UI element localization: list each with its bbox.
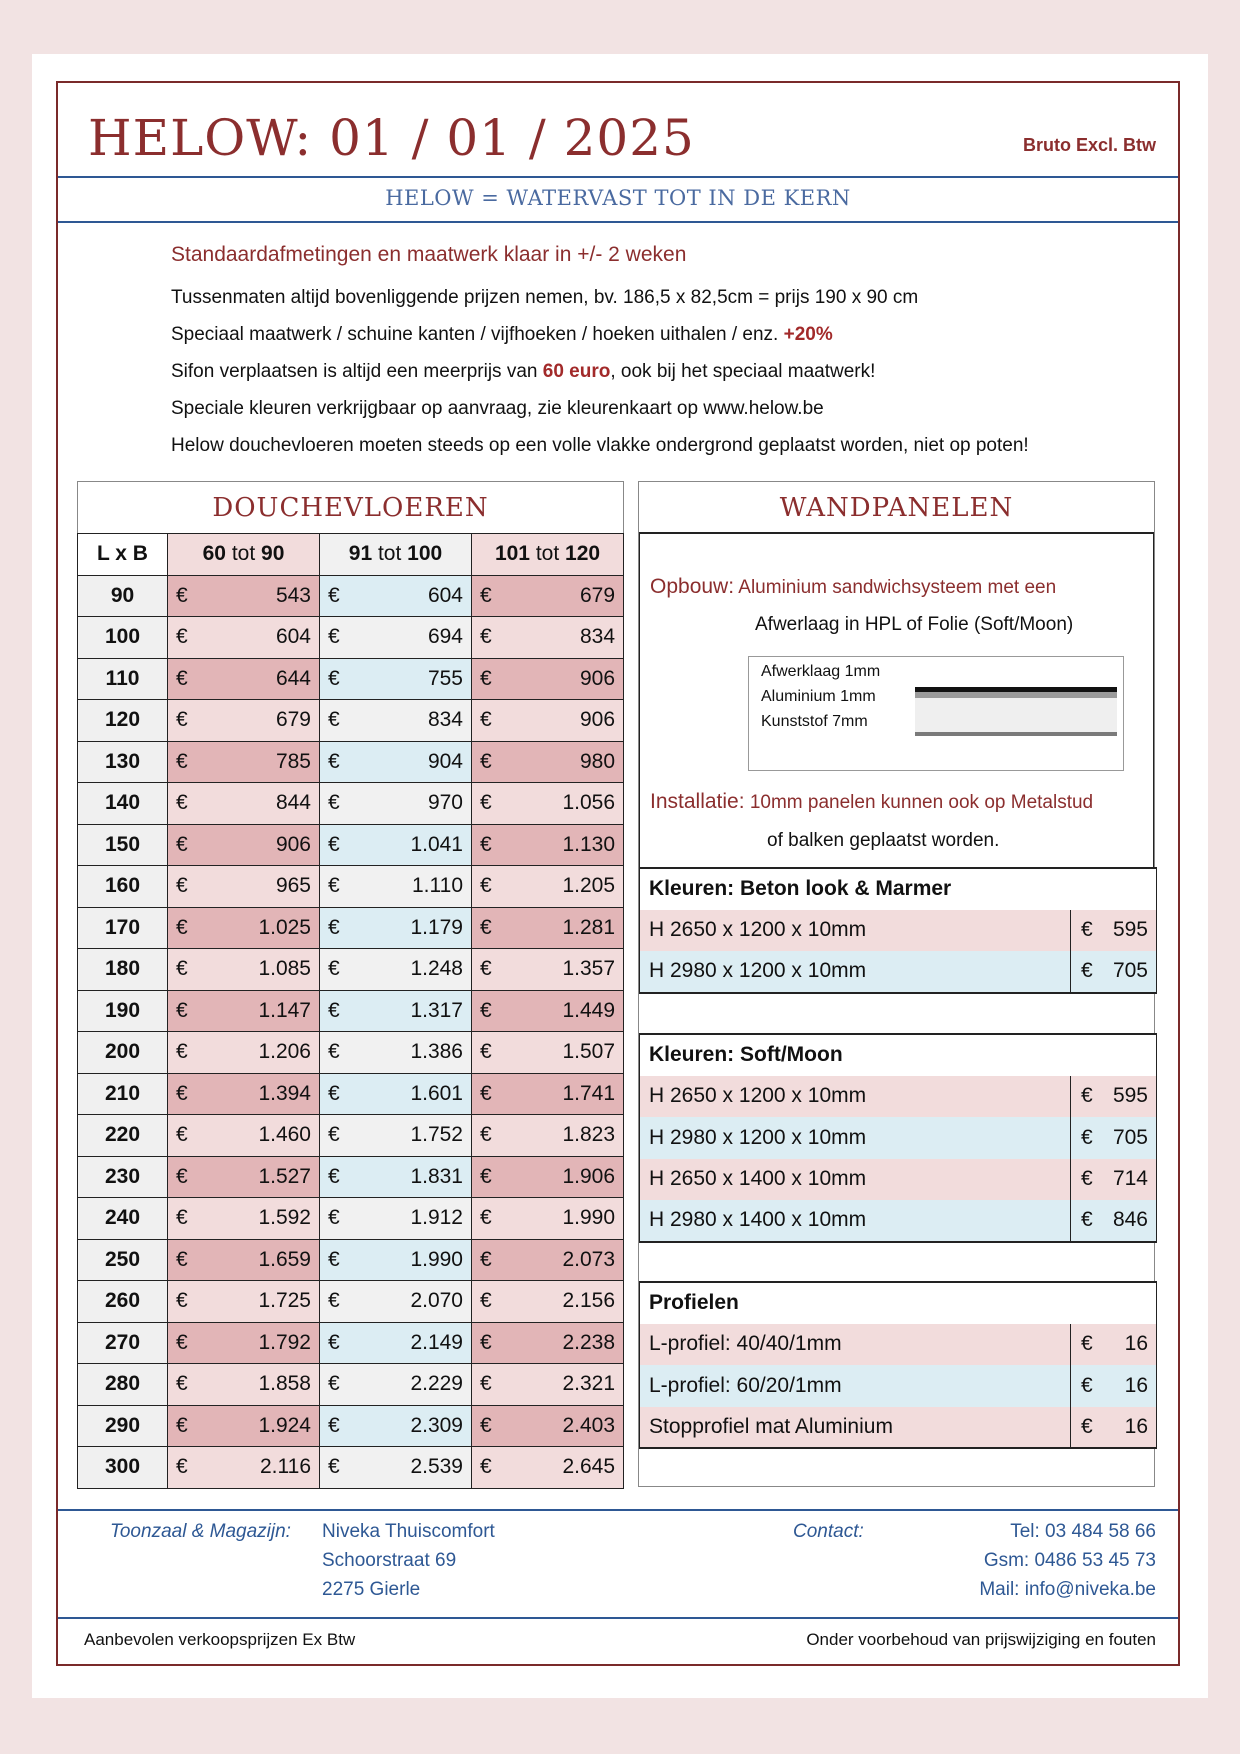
price-cell: € 543: [168, 575, 320, 617]
toonzaal-label: Toonzaal & Magazijn:: [110, 1521, 291, 1542]
price-cell: € 1.527: [168, 1156, 320, 1198]
layer-label-afwerklaag: Afwerklaag 1mm: [761, 663, 881, 680]
page-subtitle: HELOW = WATERVAST TOT IN DE KERN: [385, 186, 851, 210]
table-row: [78, 1405, 624, 1447]
price-cell: € 2.073: [472, 1239, 624, 1281]
table-row: [78, 1322, 624, 1364]
price-row: H 2650 x 1400 x 10mm € 714: [640, 1159, 1157, 1201]
layer-bar-kunststof: [915, 698, 1117, 732]
col-header-lxb: L x B: [78, 534, 168, 576]
price-cell: € 2.229: [320, 1364, 472, 1406]
size-label: 240: [78, 1198, 168, 1240]
douchevloeren-title: DOUCHEVLOEREN: [78, 482, 624, 534]
price-row: H 2980 x 1200 x 10mm € 705: [640, 1117, 1157, 1159]
price-cell: € 1.056: [472, 783, 624, 825]
price-cell: € 1.601: [320, 1073, 472, 1115]
price-cell: € 1.823: [472, 1115, 624, 1157]
price-cell: € 2.403: [472, 1405, 624, 1447]
price-cell: € 1.990: [320, 1239, 472, 1281]
price-cell: € 904: [320, 741, 472, 783]
table-row: [78, 1447, 624, 1489]
price-row: H 2980 x 1200 x 10mm € 705: [640, 951, 1157, 993]
price-cell: € 1.592: [168, 1198, 320, 1240]
col-header-60-90: 60 tot 90: [168, 534, 320, 576]
layer-label-kunststof: Kunststof 7mm: [761, 713, 868, 730]
price-cell: € 1.130: [472, 824, 624, 866]
table-row: [78, 866, 624, 908]
bottom-left-note: Aanbevolen verkoopsprijzen Ex Btw: [84, 1630, 356, 1649]
table-row: [78, 1198, 624, 1240]
price-cell: € 1.205: [472, 866, 624, 908]
price-cell: € 2.238: [472, 1322, 624, 1364]
size-label: 150: [78, 824, 168, 866]
size-label: 170: [78, 907, 168, 949]
table-row: [78, 1281, 624, 1323]
size-label: 290: [78, 1405, 168, 1447]
note-line-4: Speciale kleuren verkrijgbaar op aanvraag, zie kleurenkaart op www.helow.be: [171, 398, 824, 419]
price-cell: € 844: [168, 783, 320, 825]
price-cell: € 604: [320, 575, 472, 617]
price-cell: € 1.912: [320, 1198, 472, 1240]
size-label: 280: [78, 1364, 168, 1406]
beton-title: Kleuren: Beton look & Marmer: [640, 868, 1157, 910]
price-row: H 2650 x 1200 x 10mm € 595: [640, 1076, 1157, 1118]
table-row: [78, 617, 624, 659]
price-cell: € 1.792: [168, 1322, 320, 1364]
price-cell: € 755: [320, 658, 472, 700]
price-cell: € 834: [472, 617, 624, 659]
price-cell: € 2.149: [320, 1322, 472, 1364]
street: Schoorstraat 69: [322, 1550, 457, 1571]
price-cell: € 2.070: [320, 1281, 472, 1323]
price-cell: € 785: [168, 741, 320, 783]
size-label: 120: [78, 700, 168, 742]
table-row: [78, 1364, 624, 1406]
price-cell: € 1.858: [168, 1364, 320, 1406]
table-row: [78, 783, 624, 825]
tel: Tel: 03 484 58 66: [1010, 1521, 1156, 1542]
size-label: 300: [78, 1447, 168, 1489]
layer-bar-bottom: [915, 732, 1117, 736]
divider-top: [58, 176, 1178, 178]
price-cell: € 1.831: [320, 1156, 472, 1198]
notes-heading: Standaardafmetingen en maatwerk klaar in +/- 2 weken: [171, 243, 687, 266]
price-cell: € 834: [320, 700, 472, 742]
price-row: Stopprofiel mat Aluminium € 16: [640, 1407, 1157, 1449]
price-cell: € 1.752: [320, 1115, 472, 1157]
profielen-title: Profielen: [640, 1282, 1157, 1324]
address-block: [322, 1517, 495, 1604]
douchevloeren-table: [77, 481, 624, 1489]
price-list-frame: [56, 81, 1180, 1666]
price-cell: € 1.990: [472, 1198, 624, 1240]
opbouw-box: [639, 534, 1154, 867]
price-cell: € 906: [472, 700, 624, 742]
price-cell: € 694: [320, 617, 472, 659]
opbouw-text: Opbouw: Aluminium sandwichsysteem met een: [650, 575, 1057, 598]
price-cell: € 2.309: [320, 1405, 472, 1447]
price-row: L-profiel: 60/20/1mm € 16: [640, 1365, 1157, 1407]
size-label: 110: [78, 658, 168, 700]
size-label: 200: [78, 1032, 168, 1074]
price-cell: € 2.116: [168, 1447, 320, 1489]
price-cell: € 2.156: [472, 1281, 624, 1323]
price-cell: € 679: [472, 575, 624, 617]
price-cell: € 644: [168, 658, 320, 700]
price-cell: € 679: [168, 700, 320, 742]
note-line-1: Tussenmaten altijd bovenliggende prijzen nemen, bv. 186,5 x 82,5cm = prijs 190 x 90 cm: [171, 287, 919, 308]
table-row: [78, 700, 624, 742]
table-row: [78, 658, 624, 700]
size-label: 130: [78, 741, 168, 783]
table-row: [78, 907, 624, 949]
price-cell: € 1.041: [320, 824, 472, 866]
price-cell: € 980: [472, 741, 624, 783]
price-cell: € 1.281: [472, 907, 624, 949]
note-highlight-60: 60 euro: [542, 361, 611, 382]
price-cell: € 970: [320, 783, 472, 825]
table-row: [78, 949, 624, 991]
table-row: [78, 824, 624, 866]
price-row: L-profiel: 40/40/1mm € 16: [640, 1324, 1157, 1366]
price-row: H 2650 x 1200 x 10mm € 595: [640, 910, 1157, 952]
size-label: 230: [78, 1156, 168, 1198]
size-label: 140: [78, 783, 168, 825]
price-cell: € 1.725: [168, 1281, 320, 1323]
price-cell: € 1.357: [472, 949, 624, 991]
size-label: 190: [78, 990, 168, 1032]
layer-label-aluminium: Aluminium 1mm: [761, 688, 876, 705]
price-cell: € 1.206: [168, 1032, 320, 1074]
price-cell: € 1.449: [472, 990, 624, 1032]
price-cell: € 906: [472, 658, 624, 700]
price-cell: € 2.539: [320, 1447, 472, 1489]
size-label: 160: [78, 866, 168, 908]
size-label: 180: [78, 949, 168, 991]
company-name: Niveka Thuiscomfort: [322, 1521, 495, 1542]
notes-block: [171, 243, 1171, 464]
city: 2275 Gierle: [322, 1579, 421, 1600]
size-label: 260: [78, 1281, 168, 1323]
afwerlaag-text: Afwerlaag in HPL of Folie (Soft/Moon): [755, 614, 1074, 635]
size-label: 100: [78, 617, 168, 659]
price-cell: € 1.317: [320, 990, 472, 1032]
price-cell: € 906: [168, 824, 320, 866]
table-row: [78, 1156, 624, 1198]
price-row: H 2980 x 1400 x 10mm € 846: [640, 1200, 1157, 1242]
table-row: [78, 575, 624, 617]
bottom-right-note: Onder voorbehoud van prijswijziging en fouten: [806, 1630, 1156, 1649]
size-label: 250: [78, 1239, 168, 1281]
installatie-text: Installatie: 10mm panelen kunnen ook op Metalstud: [650, 790, 1094, 813]
col-header-91-100: 91 tot 100: [320, 534, 472, 576]
bruto-label: Bruto Excl. Btw: [1022, 135, 1156, 155]
note-highlight-20: +20%: [783, 324, 833, 345]
table-row: [78, 1032, 624, 1074]
price-cell: € 1.659: [168, 1239, 320, 1281]
table-row: [78, 1073, 624, 1115]
mail-link[interactable]: Mail: info@niveka.be: [979, 1579, 1156, 1600]
size-label: 220: [78, 1115, 168, 1157]
soft-moon-table: [639, 1033, 1157, 1243]
price-cell: € 1.507: [472, 1032, 624, 1074]
table-row: [78, 990, 624, 1032]
price-cell: € 1.085: [168, 949, 320, 991]
price-cell: € 604: [168, 617, 320, 659]
size-label: 90: [78, 575, 168, 617]
table-row: [78, 741, 624, 783]
wandpanelen-title: WANDPANELEN: [639, 482, 1154, 534]
divider-bottom: [58, 1617, 1178, 1619]
table-row: [78, 1239, 624, 1281]
note-line-5: Helow douchevloeren moeten steeds op een volle vlakke ondergrond geplaatst worden, niet op poten!: [171, 435, 1029, 456]
price-cell: € 1.147: [168, 990, 320, 1032]
col-header-101-120: 101 tot 120: [472, 534, 624, 576]
wandpanelen-panel: [638, 481, 1155, 1487]
installatie-line2: of balken geplaatst worden.: [767, 830, 1000, 851]
price-cell: € 1.248: [320, 949, 472, 991]
price-cell: € 1.110: [320, 866, 472, 908]
price-cell: € 1.460: [168, 1115, 320, 1157]
price-cell: € 2.321: [472, 1364, 624, 1406]
divider-footer: [58, 1509, 1178, 1511]
note-line-2: Speciaal maatwerk / schuine kanten / vijfhoeken / hoeken uithalen / enz. +20%: [171, 324, 833, 345]
price-cell: € 2.645: [472, 1447, 624, 1489]
contact-block: [979, 1517, 1156, 1604]
price-cell: € 1.386: [320, 1032, 472, 1074]
price-cell: € 1.906: [472, 1156, 624, 1198]
note-line-3: Sifon verplaatsen is altijd een meerprijs van 60 euro, ook bij het speciaal maatwerk!: [171, 361, 876, 382]
price-cell: € 1.924: [168, 1405, 320, 1447]
page-title: HELOW: 01 / 01 / 2025: [88, 109, 695, 167]
gsm: Gsm: 0486 53 45 73: [983, 1550, 1156, 1571]
layer-diagram: [748, 656, 1124, 771]
divider-sub: [58, 221, 1178, 223]
price-cell: € 1.179: [320, 907, 472, 949]
size-label: 270: [78, 1322, 168, 1364]
beton-table: [639, 867, 1157, 994]
size-label: 210: [78, 1073, 168, 1115]
profielen-table: [639, 1281, 1157, 1449]
table-row: [78, 1115, 624, 1157]
price-cell: € 1.394: [168, 1073, 320, 1115]
soft-moon-title: Kleuren: Soft/Moon: [640, 1034, 1157, 1076]
price-cell: € 1.741: [472, 1073, 624, 1115]
price-cell: € 965: [168, 866, 320, 908]
contact-label: Contact:: [793, 1521, 864, 1542]
price-cell: € 1.025: [168, 907, 320, 949]
